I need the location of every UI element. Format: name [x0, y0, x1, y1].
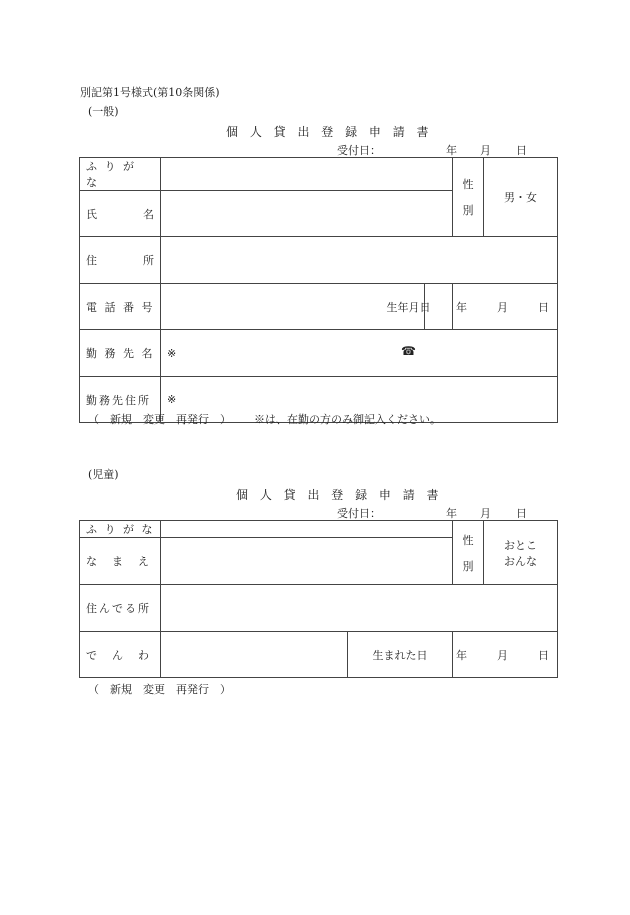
child-birth-input[interactable]: 年 月 日 — [453, 632, 558, 678]
form-number: 別記第1号様式(第10条関係) — [80, 86, 220, 99]
child-sex-option-male: おとこ — [504, 538, 538, 552]
child-received-label: 受付日： — [337, 507, 381, 520]
general-form-table — [79, 157, 558, 423]
child-sex-field[interactable] — [484, 521, 558, 585]
general-sex-field[interactable] — [484, 158, 558, 237]
general-name-input[interactable] — [161, 191, 453, 237]
child-phone-input[interactable] — [161, 632, 348, 678]
child-received-year: 年 — [446, 507, 457, 520]
child-name-label: な ま え — [80, 538, 161, 585]
general-form-title: 個 人 貸 出 登 録 申 請 書 — [226, 125, 433, 139]
general-name-label: 氏 名 — [80, 191, 161, 237]
child-furigana-input[interactable] — [161, 521, 453, 538]
child-phone-label: で ん わ — [80, 632, 161, 678]
child-address-label: 住んでる所 — [80, 585, 161, 632]
general-phone-label: 電 話 番 号 — [80, 284, 161, 330]
general-workplace-input[interactable] — [161, 330, 558, 377]
child-sex-option-female: おんな — [504, 554, 538, 568]
general-footer-note: ※は、在勤の方のみ御記入ください。 — [254, 413, 441, 426]
general-workplace-address-mark: ※ — [167, 393, 177, 406]
child-sex-label: 性 別 — [453, 521, 484, 585]
general-birth-input[interactable]: 年 月 日 — [453, 284, 558, 330]
child-received-month: 月 — [480, 507, 491, 520]
general-birth-label: 生年月日 — [425, 284, 453, 330]
general-received-month: 月 — [480, 144, 491, 157]
child-category: (児童) — [88, 468, 119, 481]
general-furigana-label: ふ り が な — [80, 158, 161, 191]
child-name-input[interactable] — [161, 538, 453, 585]
general-received-label: 受付日： — [337, 144, 381, 157]
general-address-input[interactable] — [161, 237, 558, 284]
general-workplace-label: 勤 務 先 名 — [80, 330, 161, 377]
general-received-day: 日 — [516, 144, 527, 157]
child-form-title: 個 人 貸 出 登 録 申 請 書 — [236, 488, 443, 502]
child-furigana-label: ふ り が な — [80, 521, 161, 538]
child-address-input[interactable] — [161, 585, 558, 632]
general-sex-label: 性 別 — [453, 158, 484, 237]
telephone-icon: ☎ — [401, 344, 416, 358]
general-received-year: 年 — [446, 144, 457, 157]
child-form-table — [79, 520, 558, 678]
child-footer-options: （ 新規 変更 再発行 ） — [88, 683, 231, 696]
general-sex-options: 男・女 — [504, 191, 538, 204]
general-phone-input[interactable] — [161, 284, 425, 330]
general-workplace-address-label: 勤務先住所 — [80, 377, 161, 423]
general-workplace-mark: ※ — [167, 346, 177, 360]
child-birth-label: 生まれた日 — [348, 632, 453, 678]
general-footer-options: （ 新規 変更 再発行 ） — [88, 413, 231, 426]
child-received-day: 日 — [516, 507, 527, 520]
general-category: (一般) — [88, 105, 119, 118]
general-furigana-input[interactable] — [161, 158, 453, 191]
general-address-label: 住 所 — [80, 237, 161, 284]
